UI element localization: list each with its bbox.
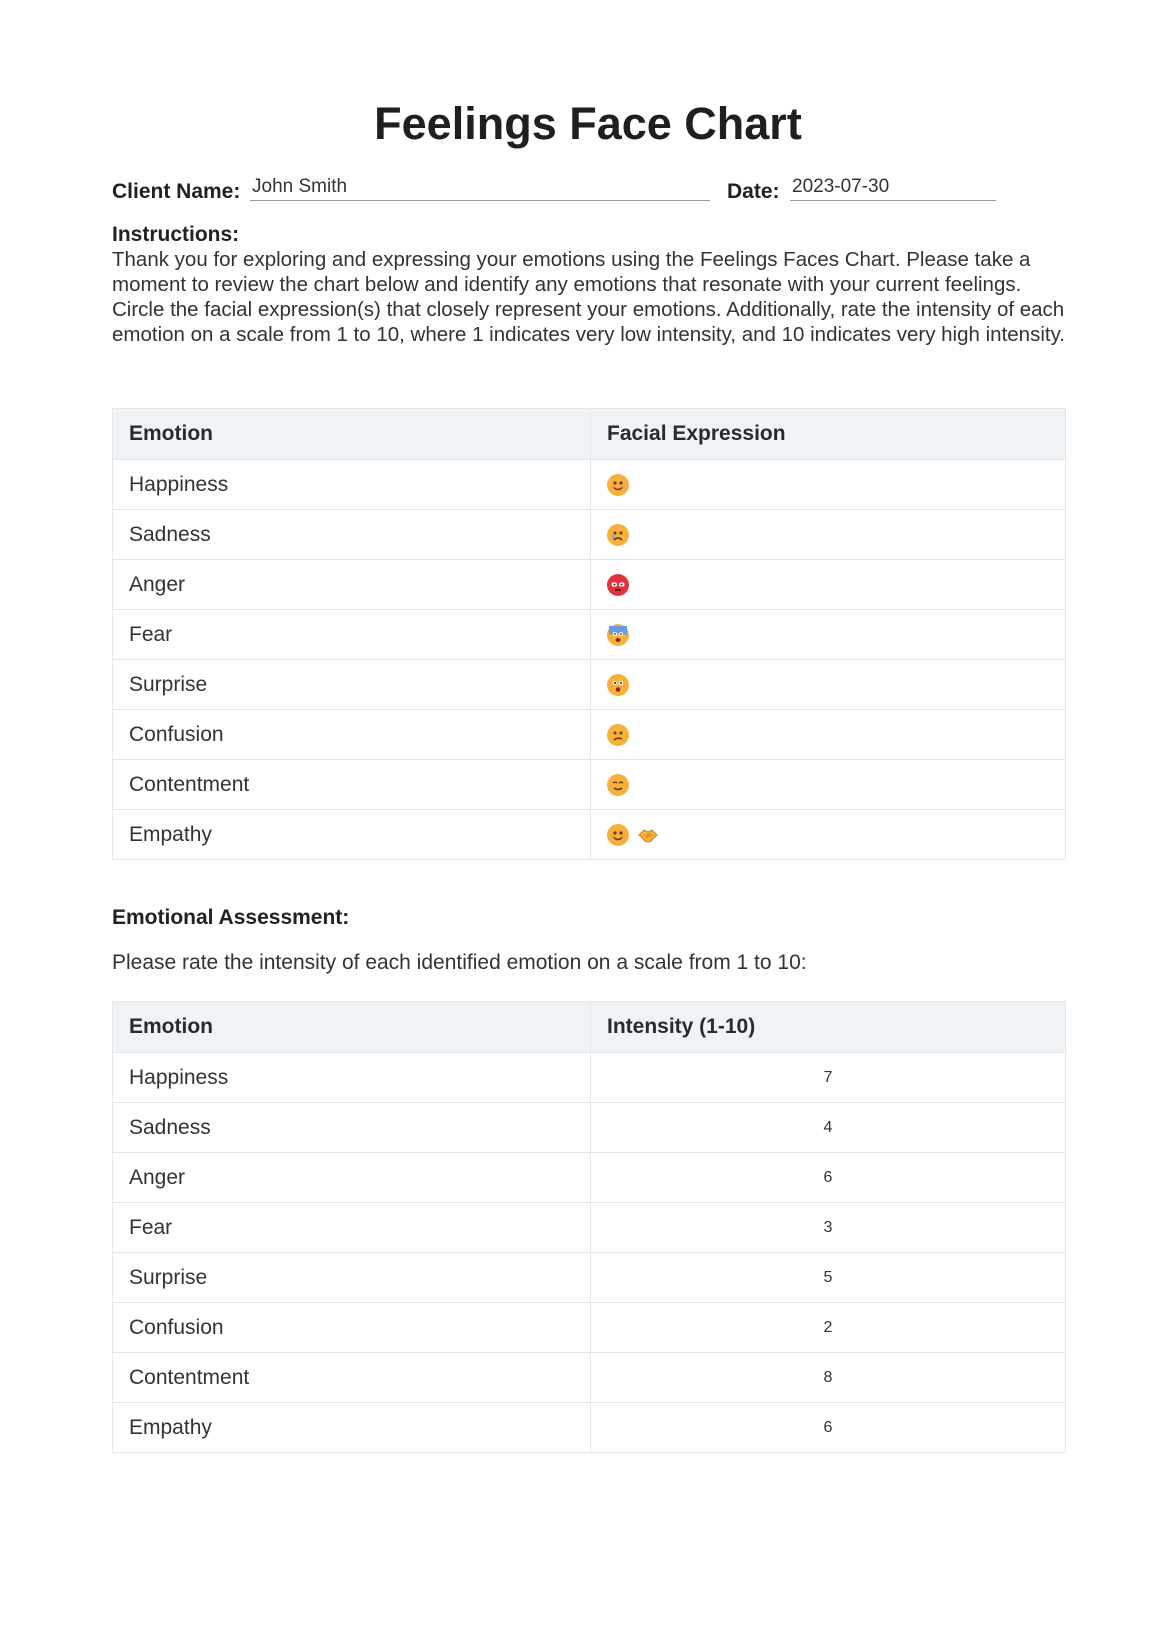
content-face-icon[interactable] xyxy=(607,774,629,796)
table-row xyxy=(113,660,1066,710)
emotion-cell: Empathy xyxy=(113,810,591,860)
intensity-cell[interactable]: 6 xyxy=(591,1153,1066,1203)
emotion-cell: Anger xyxy=(113,560,591,610)
client-name-field[interactable]: John Smith xyxy=(250,176,710,201)
emotion-cell: Contentment xyxy=(113,760,591,810)
emotion-cell: Confusion xyxy=(113,1303,591,1353)
intensity-cell[interactable]: 4 xyxy=(591,1103,1066,1153)
column-header-intensity: Intensity (1-10) xyxy=(591,1002,1066,1053)
assessment-text: Please rate the intensity of each identified emotion on a scale from 1 to 10: xyxy=(112,951,807,974)
emotion-cell: Happiness xyxy=(113,460,591,510)
emotion-cell: Anger xyxy=(113,1153,591,1203)
emotion-cell: Surprise xyxy=(113,660,591,710)
assessment-heading: Emotional Assessment: xyxy=(112,906,350,929)
intensity-cell[interactable]: 6 xyxy=(591,1403,1066,1453)
facial-expression-cell xyxy=(591,660,1066,710)
client-info-row xyxy=(112,176,1072,206)
table-row xyxy=(113,1153,1066,1203)
table-header-row xyxy=(113,1002,1066,1053)
facial-expression-cell xyxy=(591,610,1066,660)
date-label: Date: xyxy=(727,180,780,203)
sad-face-icon[interactable] xyxy=(607,524,629,546)
intensity-cell[interactable]: 3 xyxy=(591,1203,1066,1253)
column-header-emotion: Emotion xyxy=(113,1002,591,1053)
intensity-cell[interactable]: 7 xyxy=(591,1053,1066,1103)
table-row xyxy=(113,610,1066,660)
table-row xyxy=(113,560,1066,610)
table-row xyxy=(113,810,1066,860)
emotion-cell: Contentment xyxy=(113,1353,591,1403)
facial-expression-cell xyxy=(591,510,1066,560)
emotion-cell: Surprise xyxy=(113,1253,591,1303)
confused-face-icon[interactable] xyxy=(607,724,629,746)
column-header-emotion: Emotion xyxy=(113,409,591,460)
facial-expression-cell xyxy=(591,710,1066,760)
table-header-row xyxy=(113,409,1066,460)
table-row xyxy=(113,460,1066,510)
table-row xyxy=(113,1253,1066,1303)
emotion-cell: Empathy xyxy=(113,1403,591,1453)
emotion-cell: Happiness xyxy=(113,1053,591,1103)
intensity-cell[interactable]: 2 xyxy=(591,1303,1066,1353)
instructions-text: Thank you for exploring and expressing your emotions using the Feelings Faces Chart. Please take a moment to review the chart below and identify any emotions that resonate with your current feelings. Circle the facial expression(s) that closely represent your emotions. Additionally, rate the intensity of each emotion on a scale from 1 to 10, where 1 indicates very low intensity, and 10 indicates very high intensity. xyxy=(112,248,1065,346)
table-row xyxy=(113,1353,1066,1403)
client-name-label: Client Name: xyxy=(112,180,241,203)
table-row xyxy=(113,710,1066,760)
emotion-cell: Fear xyxy=(113,610,591,660)
facial-expression-cell xyxy=(591,560,1066,610)
emotion-cell: Sadness xyxy=(113,1103,591,1153)
surprised-face-icon[interactable] xyxy=(607,674,629,696)
facial-expression-cell xyxy=(591,810,1066,860)
table-row xyxy=(113,1403,1066,1453)
smiling-face-icon[interactable] xyxy=(607,824,629,846)
facial-expression-cell xyxy=(591,460,1066,510)
emotion-cell: Fear xyxy=(113,1203,591,1253)
table-row xyxy=(113,760,1066,810)
facial-expression-cell xyxy=(591,760,1066,810)
intensity-table xyxy=(112,1001,1066,1453)
instructions-heading: Instructions: xyxy=(112,223,240,246)
table-row xyxy=(113,1103,1066,1153)
emotion-cell: Sadness xyxy=(113,510,591,560)
intensity-cell[interactable]: 8 xyxy=(591,1353,1066,1403)
angry-face-icon[interactable] xyxy=(607,574,629,596)
column-header-facial-expression: Facial Expression xyxy=(591,409,1066,460)
date-field[interactable]: 2023-07-30 xyxy=(790,176,996,201)
table-row xyxy=(113,1053,1066,1103)
smiling-face-icon[interactable] xyxy=(607,474,629,496)
intensity-cell[interactable]: 5 xyxy=(591,1253,1066,1303)
feelings-chart-table xyxy=(112,408,1066,860)
table-row xyxy=(113,1203,1066,1253)
emotion-cell: Confusion xyxy=(113,710,591,760)
fearful-face-icon[interactable] xyxy=(607,624,629,646)
page-title: Feelings Face Chart xyxy=(374,98,802,149)
table-row xyxy=(113,510,1066,560)
table-row xyxy=(113,1303,1066,1353)
handshake-icon[interactable] xyxy=(637,824,659,846)
